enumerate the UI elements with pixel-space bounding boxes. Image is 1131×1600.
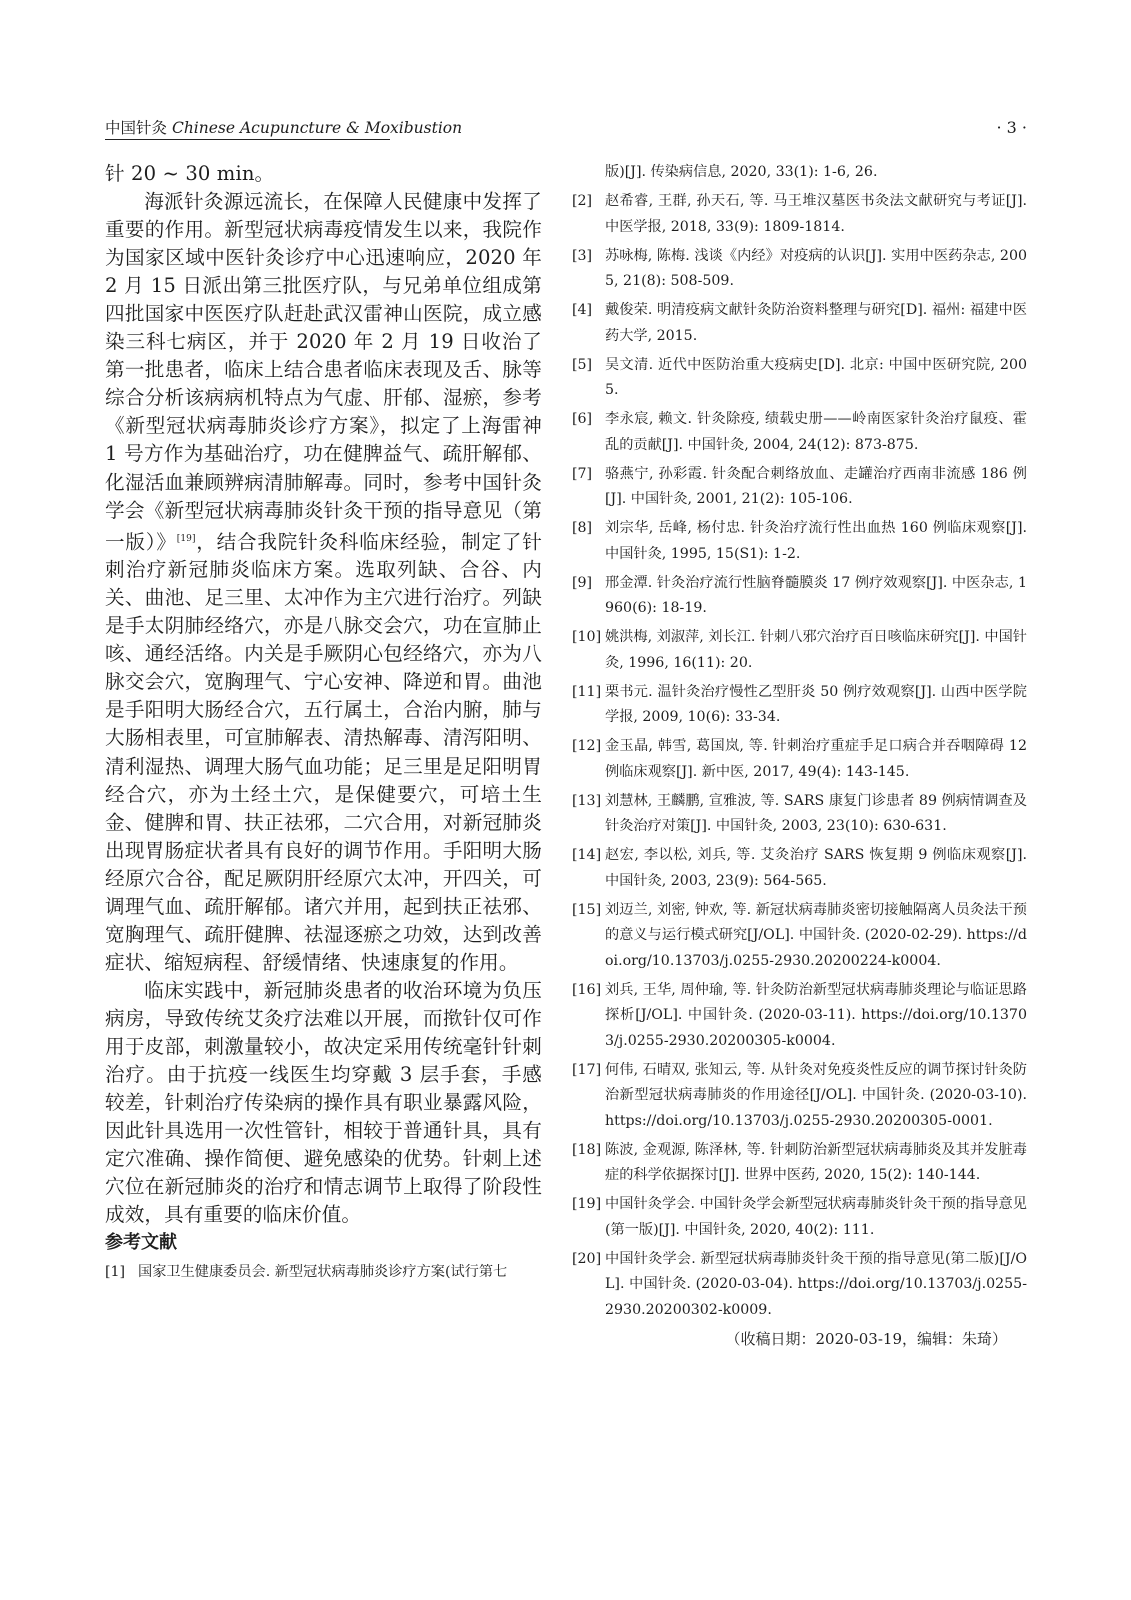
reference-item (572, 407, 1027, 458)
reference-item (572, 625, 1027, 676)
reference-item (572, 734, 1027, 785)
body-paragraph: 临床实践中，新冠肺炎患者的收治环境为负压病房，导致传统艾灸疗法难以开展，而揿针仅可作用于皮部，刺激量较小，故决定采用传统毫针针刺治疗。由于抗疫一线医生均穿戴 3 层手套，手感较差，针刺治疗传染病的操作具有职业暴露风险，因此针具选用一次性管针，相较于普通针具，具有定穴准确、操作简便、避免感染的优势。针刺上述穴位在新冠肺炎的治疗和情志调节上取得了阶段性成效，具有重要的临床价值。 (105, 978, 542, 1227)
reference-text: 李永宸, 赖文. 针灸除疫, 绩载史册——岭南医家针灸治疗鼠疫、霍乱的贡献[J]. 中国针灸, 2004, 24(12): 873-875. (605, 411, 1027, 453)
reference-number: [1] (105, 1264, 126, 1281)
reference-number: [16] (572, 981, 602, 998)
reference-text: 吴文清. 近代中医防治重大疫病史[D]. 北京: 中国中医研究院, 2005. (605, 356, 1027, 398)
reference-item (105, 1260, 542, 1286)
reference-item (572, 1192, 1027, 1243)
references-heading: 参考文献 (105, 1232, 177, 1254)
reference-number: [18] (572, 1141, 602, 1158)
reference-text: 赵希睿, 王群, 孙天石, 等. 马王堆汉墓医书灸法文献研究与考证[J]. 中医学报, 2018, 33(9): 1809-1814. (605, 193, 1027, 235)
reference-item-continued (572, 160, 1027, 186)
header-rule (105, 139, 390, 140)
page-number: · 3 · (996, 118, 1027, 137)
reference-text: 刘慧林, 王麟鹏, 宣雅波, 等. SARS 康复门诊患者 89 例病情调查及针灸治疗对策[J]. 中国针灸, 2003, 23(10): 630-631. (605, 792, 1027, 834)
reference-number: [17] (572, 1061, 602, 1078)
reference-list-left (105, 1260, 542, 1286)
reference-number: [9] (572, 574, 593, 591)
reference-number: [15] (572, 901, 602, 918)
reference-text: 赵宏, 李以松, 刘兵, 等. 艾灸治疗 SARS 恢复期 9 例临床观察[J]. 中国针灸, 2003, 23(9): 564-565. (605, 847, 1027, 889)
reference-number: [6] (572, 411, 593, 427)
reference-number: [20] (572, 1250, 602, 1267)
reference-number: [14] (572, 847, 602, 863)
reference-text: 国家卫生健康委员会. 新型冠状病毒肺炎诊疗方案(试行第七 (138, 1264, 508, 1281)
body-paragraph (105, 188, 542, 977)
reference-item (572, 978, 1027, 1055)
reference-item (572, 1138, 1027, 1189)
reference-item (572, 462, 1027, 513)
reference-number: [3] (572, 247, 593, 264)
reference-text: 何伟, 石晴双, 张知云, 等. 从针灸对免疫炎性反应的调节探讨针灸防治新型冠状病毒肺炎的作用途径[J/OL]. 中国针灸. (2020-03-10). https://doi.org/10.13703/j.0255-2930.20200305-0001. (605, 1061, 1027, 1129)
reference-text: 姚洪梅, 刘淑萍, 刘长江. 针刺八邪穴治疗百日咳临床研究[J]. 中国针灸, 1996, 16(11): 20. (605, 629, 1027, 671)
reference-number: [11] (572, 683, 602, 700)
reference-number: [10] (572, 629, 602, 645)
reference-item (572, 189, 1027, 240)
body-text: 海派针灸源远流长，在保障人民健康中发挥了重要的作用。新型冠状病毒疫情发生以来，我院作为国家区域中医针灸诊疗中心迅速响应，2020 年 2 月 15 日派出第三批医疗队，与兄弟单位组成第四批国家中医医疗队赶赴武汉雷神山医院，成立感染三科七病区，并于 2020 年 2 月 19 日收治了第一批患者，临床上结合患者临床表现及舌、脉等综合分析该病病机特点为气虚、肝郁、湿瘀，参考《新型冠状病毒肺炎诊疗方案》，拟定了上海雷神 1 号方作为基础治疗，功在健脾益气、疏肝解郁、化湿活血兼顾辨病清肺解毒。同时，参考中国针灸学会《新型冠状病毒肺炎针灸干预的指导意见（第一版）》 (105, 190, 542, 554)
reference-item (572, 680, 1027, 731)
running-header (105, 118, 1027, 140)
reference-text: 金玉晶, 韩雪, 葛国岚, 等. 针刺治疗重症手足口病合并吞咽障碍 12 例临床观察[J]. 新中医, 2017, 49(4): 143-145. (605, 738, 1027, 780)
reference-text: 苏咏梅, 陈梅. 浅谈《内经》对疫病的认识[J]. 实用中医药杂志, 2005, 21(8): 508-509. (605, 247, 1027, 289)
reference-number: [5] (572, 356, 593, 373)
reference-item (572, 1058, 1027, 1135)
reference-text: 刘兵, 王华, 周仲瑜, 等. 针灸防治新型冠状病毒肺炎理论与临证思路探析[J/OL]. 中国针灸. (2020-03-11). https://doi.org/10.13703/j.0255-2930.20200305-k0004. (605, 981, 1027, 1049)
reference-text: 刘迈兰, 刘密, 钟欢, 等. 新冠状病毒肺炎密切接触隔离人员灸法干预的意义与运行模式研究[J/OL]. 中国针灸. (2020-02-29). https://doi.org/10.13703/j.0255-2930.20200224-k0004. (605, 901, 1027, 969)
reference-item (572, 298, 1027, 349)
received-date-note: （收稿日期：2020-03-19，编辑：朱琦） (725, 1329, 1007, 1348)
journal-name-cn: 中国针灸 (105, 119, 168, 137)
reference-text: 陈波, 金观源, 陈泽林, 等. 针刺防治新型冠状病毒肺炎及其并发脏毒症的科学依据探讨[J]. 世界中医药, 2020, 15(2): 140-144. (605, 1141, 1027, 1183)
reference-text: 栗书元. 温针灸治疗慢性乙型肝炎 50 例疗效观察[J]. 山西中医学院学报, 2009, 10(6): 33-34. (605, 683, 1027, 725)
reference-text: 骆燕宁, 孙彩霞. 针灸配合刺络放血、走罐治疗西南非流感 186 例[J]. 中国针灸, 2001, 21(2): 105-106. (605, 465, 1027, 507)
reference-text: 戴俊荣. 明清疫病文献针灸防治资料整理与研究[D]. 福州: 福建中医药大学, 2015. (605, 302, 1027, 344)
reference-item (572, 244, 1027, 295)
right-column (572, 160, 1027, 1351)
reference-number: [8] (572, 520, 593, 536)
left-column (105, 160, 542, 1289)
reference-text: 刘宗华, 岳峰, 杨付忠. 针灸治疗流行性出血热 160 例临床观察[J]. 中国针灸, 1995, 15(S1): 1-2. (605, 520, 1027, 562)
reference-number: [7] (572, 465, 593, 482)
journal-name (105, 118, 462, 138)
reference-item (572, 898, 1027, 975)
reference-number: [2] (572, 193, 593, 209)
reference-item (572, 353, 1027, 404)
journal-name-en: Chinese Acupuncture & Moxibustion (171, 119, 463, 137)
reference-list-right (572, 189, 1027, 1323)
reference-text: 版)[J]. 传染病信息, 2020, 33(1): 1-6, 26. (605, 164, 878, 180)
reference-item (572, 789, 1027, 840)
reference-number: [4] (572, 302, 593, 318)
reference-item (572, 1247, 1027, 1324)
reference-number: [13] (572, 792, 602, 809)
reference-number: [19] (572, 1196, 602, 1212)
body-text: ，结合我院针灸科临床经验，制定了针刺治疗新冠肺炎临床方案。选取列缺、合谷、内关、曲池、足三里、太冲作为主穴进行治疗。列缺是手太阴肺经络穴，亦是八脉交会穴，功在宣肺止咳、通经活络。内关是手厥阴心包经络穴，亦为八脉交会穴，宽胸理气、宁心安神、降逆和胃。曲池是手阳明大肠经合穴，五行属土，合治内腑，肺与大肠相表里，可宣肺解表、清热解毒、清泻阳明、清利湿热、调理大肠气血功能；足三里是足阳明胃经合穴，亦为土经土穴，是保健要穴，可培土生金、健脾和胃、扶正祛邪，二穴合用，对新冠肺炎出现胃肠症状者具有良好的调节作用。手阳明大肠经原穴合谷，配足厥阴肝经原穴太冲，开四关，可调理气血、疏肝解郁。诸穴并用，起到扶正祛邪、宽胸理气、疏肝健脾、祛湿逐瘀之功效，达到改善症状、缩短病程、舒缓情绪、快速康复的作用。 (105, 530, 542, 974)
reference-item (572, 843, 1027, 894)
reference-item (572, 516, 1027, 567)
reference-number: [12] (572, 738, 602, 754)
reference-item (572, 571, 1027, 622)
body-paragraph: 针 20 ~ 30 min。 (105, 162, 275, 185)
citation-mark: [19] (176, 533, 196, 544)
reference-text: 邢金潭. 针灸治疗流行性脑脊髓膜炎 17 例疗效观察[J]. 中医杂志, 1960(6): 18-19. (605, 574, 1027, 616)
reference-text: 中国针灸学会. 中国针灸学会新型冠状病毒肺炎针灸干预的指导意见(第一版)[J]. 中国针灸, 2020, 40(2): 111. (605, 1196, 1027, 1238)
reference-text: 中国针灸学会. 新型冠状病毒肺炎针灸干预的指导意见(第二版)[J/OL]. 中国针灸. (2020-03-04). https://doi.org/10.13703/j.0255-2930.20200302-k0009. (605, 1250, 1027, 1318)
